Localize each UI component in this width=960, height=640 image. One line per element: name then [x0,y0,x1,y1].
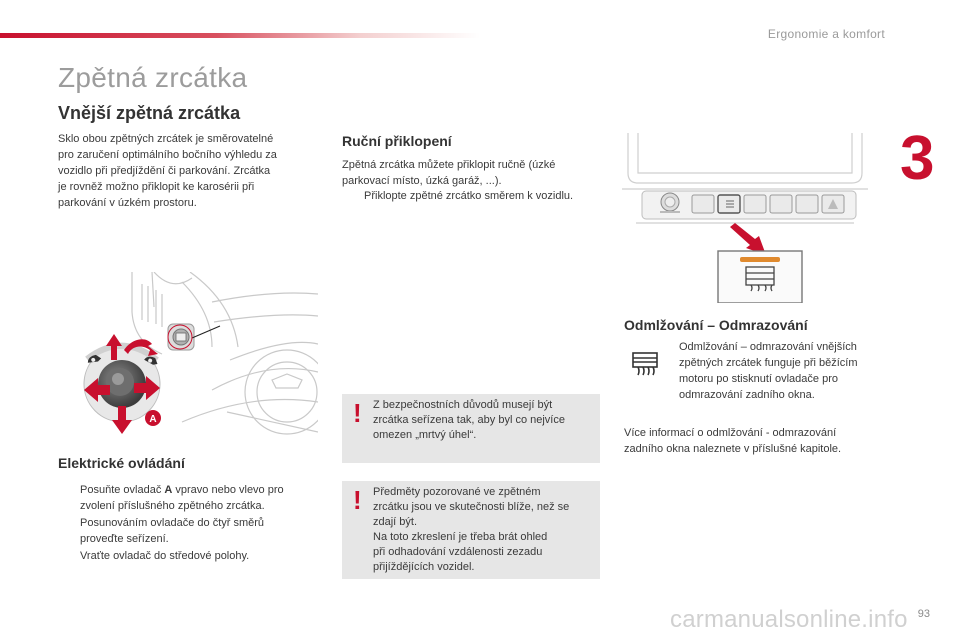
page-number: 93 [917,608,930,620]
exterior-mirrors-paragraph: Sklo obou zpětných zrcátek je směrovatelné pro zaručení optimálního bočního výhledu za vozidlo při předjíždění či parkování. Zrcátka je rovněž možno přiklopit ke karosérii při parkování v úzkém prostoru. [58,133,277,209]
manual-fold-steps [342,188,604,205]
warning-box-distance [342,481,600,579]
defrost-heading: Odmlžování – Odmrazování [624,317,808,333]
defrost-button-illustration [622,133,868,303]
list-item: Vraťte ovladač do středové polohy. [80,550,250,562]
defrost-paragraph: Odmlžování – odmrazování vnějších zpětných zrcátek funguje při běžícím motoru po stisknutí ovladače pro odmrazování zadního okna. [679,341,858,401]
electric-control-steps [58,482,320,565]
chapter-number: 3 [900,124,935,193]
control-label-a: A [164,484,173,496]
warning-text: Předměty pozorované ve zpětném zrcátku jsou ve skutečnosti blíže, než se zdají být. Na toto zkreslení je třeba brát ohled při odhadování vzdálenosti zezadu přijíždějících vozidel. [373,486,570,573]
list-item: Posuňte ovladač A vpravo nebo vlevo pro zvolení příslušného zpětného zrcátka. [80,484,284,512]
page-title: Zpětná zrcátka [58,62,248,93]
warning-text: Z bezpečnostních důvodů musejí být zrcátka seřízena tak, aby byl co nejvíce omezen „mrtvý úhel“. [373,399,565,441]
warning-icon: ! [353,485,362,515]
mirror-control-illustration [62,272,318,442]
manual-fold-heading: Ruční přiklopení [342,133,452,149]
manual-fold-paragraph: Zpětná zrcátka můžete přiklopit ručně (úzké parkovací místo, úzká garáž, ...). [342,159,556,187]
rear-defrost-icon [630,350,660,378]
header-accent-bar [0,33,480,38]
list-item: Přiklopte zpětné zrcátko směrem k vozidlu. [364,190,574,202]
exterior-mirrors-heading: Vnější zpětná zrcátka [58,103,241,123]
watermark: carmanualsonline.info [670,606,908,633]
warning-icon: ! [353,398,362,428]
warning-box-blind-spot [342,394,600,463]
section-name: Ergonomie a komfort [767,27,885,41]
electric-control-heading: Elektrické ovládání [58,455,185,471]
list-item: Posunováním ovladače do čtyř směrů proveďte seřízení. [80,517,265,545]
figure-label-a: A [149,414,157,425]
defrost-more-info: Více informací o odmlžování - odmrazování zadního okna naleznete v příslušné kapitole. [624,427,842,455]
